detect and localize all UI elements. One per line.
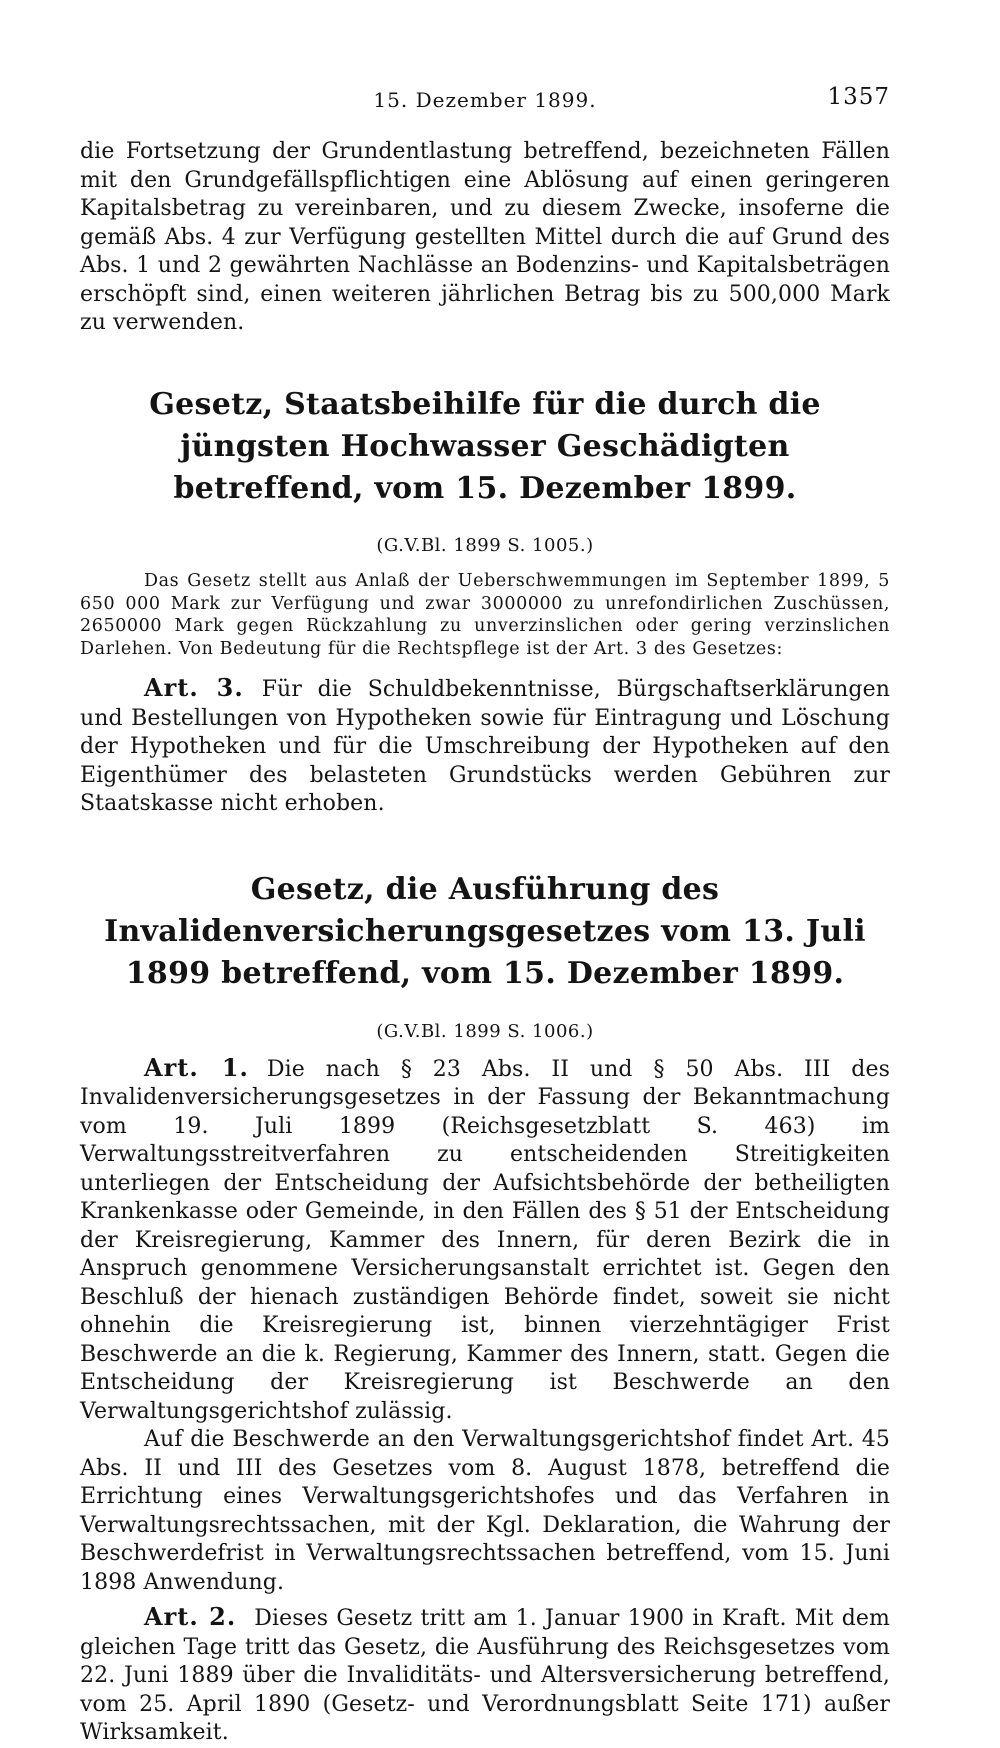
- law-summary: Das Gesetz stellt aus Anlaß der Ueberschwemmungen im September 1899, 5 650 000 Mark zur Verfügung und zwar 3000000 zu unrefondirlichen Zuschüssen, 2650000 Mark gegen Rückzahlung zu unverzinslichen oder gering verzinslichen Darlehen. Von Bedeutung für die Rechtspflege ist der Art. 3 des Gesetzes:: [80, 571, 890, 659]
- law-section-invalidity-insurance: [80, 869, 890, 1748]
- article-paragraph: [80, 674, 890, 819]
- law-title: Gesetz, die Ausführung des Invalidenversicherungsgesetzes vom 13. Juli 1899 betreffend, vom 15. Dezember 1899.: [104, 871, 866, 991]
- article-label: Art. 1.: [144, 1052, 249, 1082]
- page-content: [80, 78, 890, 1748]
- article-text: Für die Schuldbekenntnisse, Bürgschaftserklärungen und Bestellungen von Hypotheken sowie für Eintragung und Löschung der Hypotheken und für die Umschreibung der Hypotheken auf den Eigenthümer des belasteten Grundstücks werden Gebühren zur Staatskasse nicht erhoben.: [80, 677, 890, 817]
- intro-paragraph: die Fortsetzung der Grundentlastung betreffend, bezeichneten Fällen mit den Grundgefällspflichtigen eine Ablösung auf einen geringeren Kapitalsbetrag zu vereinbaren, und zu diesem Zwecke, insoferne die gemäß Abs. 4 zur Verfügung gestellten Mittel durch die auf Grund des Abs. 1 und 2 gewährten Nachlässe an Bodenzins- und Kapitalsbeträgen erschöpft sind, einen weiteren jährlichen Betrag bis zu 500,000 Mark zu verwenden.: [80, 139, 890, 335]
- law-source-citation: (G.V.Bl. 1899 S. 1005.): [376, 535, 594, 557]
- article-label: Art. 2.: [144, 1602, 237, 1632]
- article-continuation: Auf die Beschwerde an den Verwaltungsgerichtshof findet Art. 45 Abs. II und III des Gesetzes vom 8. August 1878, betreffend die Errichtung eines Verwaltungsgerichtshofes und das Verfahren in Verwaltungsrechtssachen, mit der Kgl. Deklaration, die Wahrung der Beschwerdefrist in Verwaltungsrechtssachen betreffend, vom 15. Juni 1898 Anwendung.: [80, 1427, 890, 1595]
- page-header: [80, 78, 890, 118]
- page-number: 1357: [827, 84, 890, 110]
- article-paragraph: [80, 1054, 890, 1427]
- article-text: Dieses Gesetz tritt am 1. Januar 1900 in Kraft. Mit dem gleichen Tage tritt das Gesetz, die Ausführung des Reichsgesetzes vom 22. Juni 1889 über die Invaliditäts- und Altersversicherung betreffend, vom 25. April 1890 (Gesetz- und Verordnungsblatt Seite 171) außer Wirksamkeit.: [80, 1606, 890, 1746]
- article-text: Die nach § 23 Abs. II und § 50 Abs. III des Invalidenversicherungsgesetzes in der Fassung der Bekanntmachung vom 19. Juli 1899 (Reichsgesetzblatt S. 463) im Verwaltungsstreitverfahren zu entscheidenden Streitigkeiten unterliegen der Entscheidung der Aufsichtsbehörde der betheiligten Krankenkasse oder Gemeinde, in den Fällen des § 51 der Entscheidung der Kreisregierung, Kammer des Innern, für deren Bezirk die in Anspruch genommene Versicherungsanstalt errichtet ist. Gegen den Beschluß der hienach zuständigen Behörde findet, soweit sie nicht ohnehin die Kreisregierung ist, binnen vierzehntägiger Frist Beschwerde an die k. Regierung, Kammer des Innern, statt. Gegen die Entscheidung der Kreisregierung ist Beschwerde an den Verwaltungsgerichtshof zulässig.: [80, 1056, 890, 1424]
- law-source-citation: (G.V.Bl. 1899 S. 1006.): [376, 1020, 594, 1042]
- header-date: 15. Dezember 1899.: [373, 88, 597, 112]
- law-title: Gesetz, Staatsbeihilfe für die durch die jüngsten Hochwasser Geschädigten betreffend, vom 15. Dezember 1899.: [149, 386, 821, 506]
- law-section-flood-aid: [80, 384, 890, 819]
- article-label: Art. 3.: [144, 673, 244, 703]
- article-paragraph: [80, 1603, 890, 1748]
